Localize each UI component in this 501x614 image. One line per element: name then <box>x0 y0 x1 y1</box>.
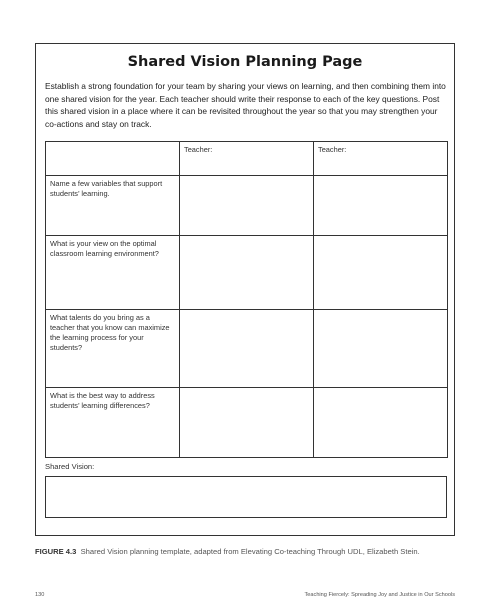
question-cell: Name a few variables that support students’ learning. <box>46 176 180 236</box>
answer-cell-teacher-2[interactable] <box>314 388 448 458</box>
header-cell-teacher-1[interactable]: Teacher: <box>180 142 314 176</box>
page-number: 130 <box>35 592 45 598</box>
answer-cell-teacher-1[interactable] <box>180 236 314 310</box>
table-row <box>46 310 448 388</box>
figure-caption <box>35 546 455 557</box>
header-cell-empty <box>46 142 180 176</box>
table-row <box>46 388 448 458</box>
table-header-row <box>46 142 448 176</box>
vision-table <box>45 141 448 458</box>
answer-cell-teacher-2[interactable] <box>314 310 448 388</box>
worksheet-frame <box>35 43 455 536</box>
page-title: Shared Vision Planning Page <box>127 54 363 70</box>
answer-cell-teacher-2[interactable] <box>314 236 448 310</box>
table-row <box>46 236 448 310</box>
figure-label: FIGURE 4.3 <box>35 547 77 556</box>
question-cell: What talents do you bring as a teacher that you know can maximize the learning process for your students? <box>46 310 180 388</box>
answer-cell-teacher-1[interactable] <box>180 310 314 388</box>
answer-cell-teacher-1[interactable] <box>180 388 314 458</box>
question-cell: What is your view on the optimal classroom learning environment? <box>46 236 180 310</box>
answer-cell-teacher-1[interactable] <box>180 176 314 236</box>
intro-text: Establish a strong foundation for your team by sharing your views on learning, and then combining them into one shared vision for the year. Each teacher should write their response to each of the key questions. Post this shared vision in a place where it can be revisited throughout the year so that you may strengthen your co-actions and stay on track. <box>45 81 446 129</box>
running-footer-title: Teaching Fiercely: Spreading Joy and Justice in Our Schools <box>304 592 455 598</box>
table-row <box>46 176 448 236</box>
question-cell: What is the best way to address students’ learning differences? <box>46 388 180 458</box>
header-cell-teacher-2[interactable]: Teacher: <box>314 142 448 176</box>
figure-caption-text: Shared Vision planning template, adapted from Elevating Co-teaching Through UDL, Elizabeth Stein. <box>80 547 420 556</box>
answer-cell-teacher-2[interactable] <box>314 176 448 236</box>
shared-vision-box[interactable] <box>45 476 447 518</box>
shared-vision-label: Shared Vision: <box>45 462 95 471</box>
